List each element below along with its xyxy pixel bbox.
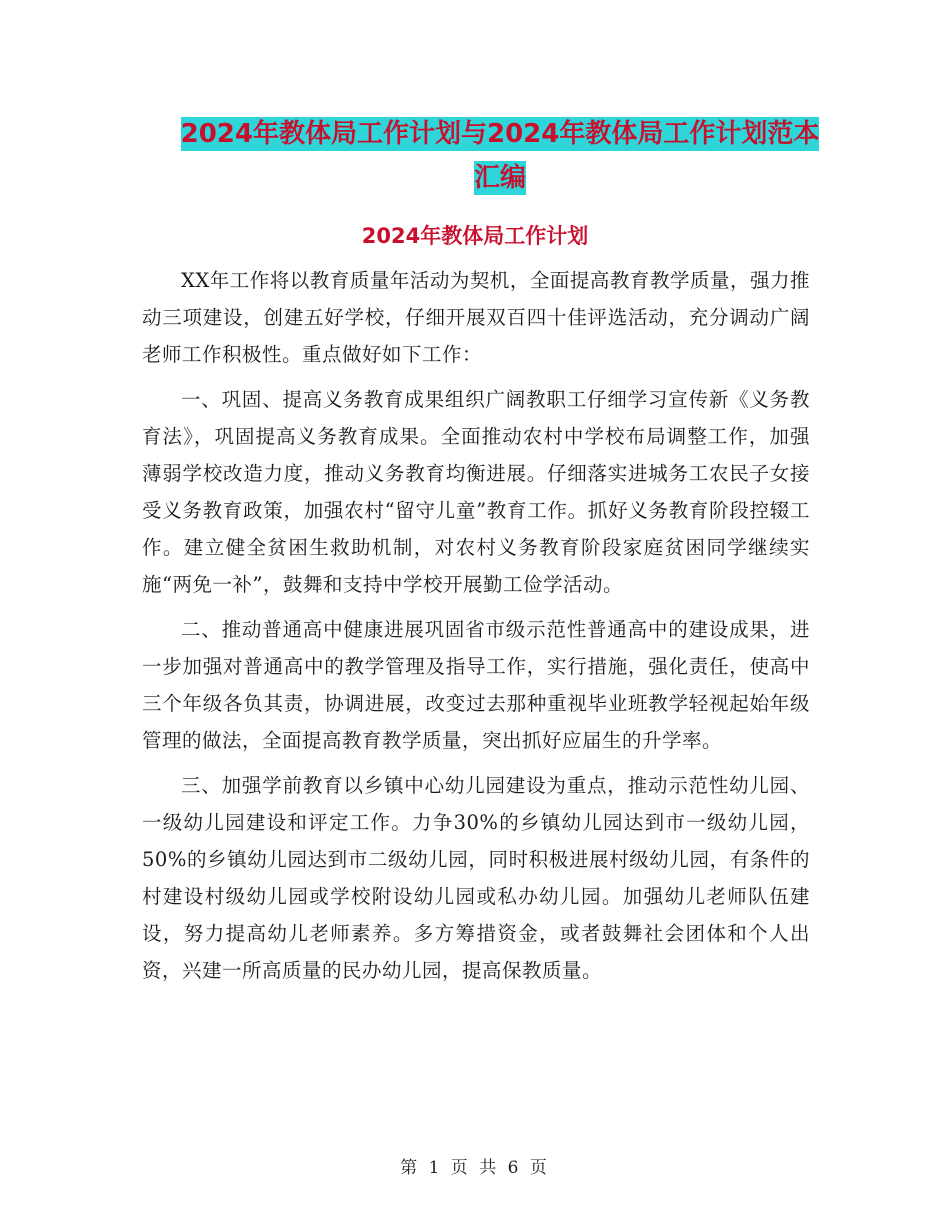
paragraph-preschool: 三、加强学前教育以乡镇中心幼儿园建设为重点，推动示范性幼儿园、一级幼儿园建设和评定工作。力争30%的乡镇幼儿园达到市一级幼儿园，50%的乡镇幼儿园达到市二级幼儿园，同时积极进展村级幼儿园，有条件的村建设村级幼儿园或学校附设幼儿园或私办幼儿园。加强幼儿老师队伍建设，努力提高幼儿老师素养。多方筹措资金，或者鼓舞社会团体和个人出资，兴建一所高质量的民办幼儿园，提高保教质量。 [142, 774, 810, 982]
paragraph-compulsory-education: 一、巩固、提高义务教育成果组织广阔教职工仔细学习宣传新《义务教育法》，巩固提高义务教育成果。全面推动农村中学校布局调整工作，加强薄弱学校改造力度，推动义务教育均衡进展。仔细落实进城务工农民子女接受义务教育政策，加强农村“留守儿童”教育工作。抓好义务教育阶段控辍工作。建立健全贫困生救助机制，对农村义务教育阶段家庭贫困同学继续实施“两免一补”，鼓舞和支持中学校开展勤工俭学活动。 [142, 388, 810, 596]
paragraph-high-school: 二、推动普通高中健康进展巩固省市级示范性普通高中的建设成果，进一步加强对普通高中的教学管理及指导工作，实行措施，强化责任，使高中三个年级各负其责，协调进展，改变过去那种重视毕业班教学轻视起始年级管理的做法，全面提高教育教学质量，突出抓好应届生的升学率。 [142, 618, 810, 752]
document-body [142, 262, 810, 997]
page-footer: 第 1 页 共 6 页 [400, 1158, 550, 1178]
paragraph-intro: XX年工作将以教育质量年活动为契机，全面提高教育教学质量，强力推动三项建设，创建五好学校，仔细开展双百四十佳评选活动，充分调动广阔老师工作积极性。重点做好如下工作： [142, 269, 810, 366]
document-title [140, 112, 860, 200]
document-title-line2: 汇编 [473, 163, 526, 193]
document-title-line1: 2024年教体局工作计划与2024年教体局工作计划范本 [180, 119, 820, 149]
section-title: 2024年教体局工作计划 [361, 224, 589, 248]
